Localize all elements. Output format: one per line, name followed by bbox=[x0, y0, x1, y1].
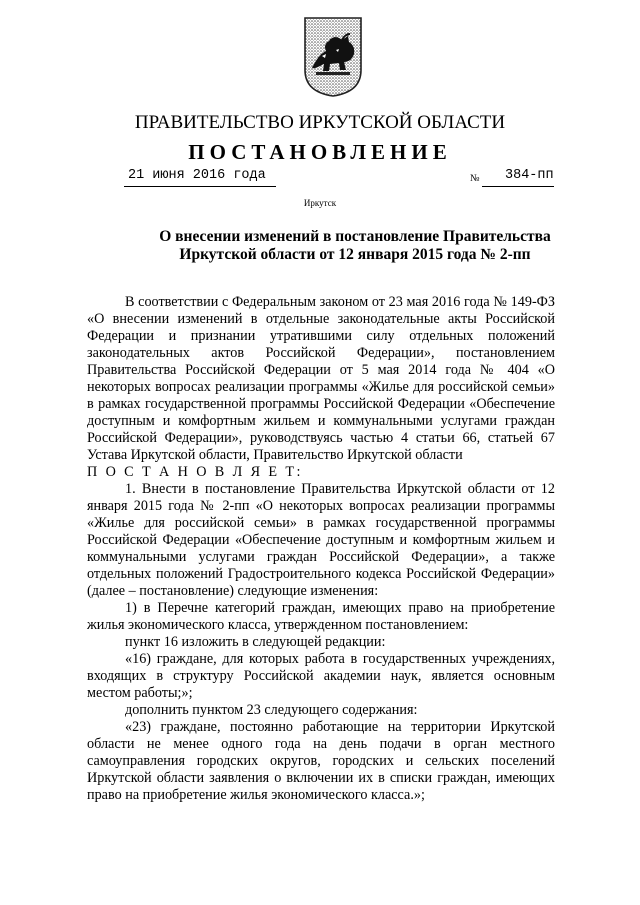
number-underline bbox=[482, 186, 554, 187]
point-23-instruction: дополнить пунктом 23 следующего содержания: bbox=[125, 702, 418, 718]
organization-name: ПРАВИТЕЛЬСТВО ИРКУТСКОЙ ОБЛАСТИ bbox=[134, 112, 506, 133]
point-23-quote: «23) граждане, постоянно работающие на территории Иркутской области не менее одного года на день подачи в орган местного самоуправления городских округов, городских и сельских поселений Иркутской области заявления о включении их в списки граждан, имеющих право на приобретение жилья экономического класса.»; bbox=[87, 719, 555, 803]
document-title bbox=[150, 228, 560, 264]
number-label: № bbox=[470, 173, 480, 184]
item-1-paragraph: 1. Внести в постановление Правительства Иркутской области от 12 января 2015 года № 2-пп «О некоторых вопросах реализации программы «Жилье для российской семьи» в рамках государственной программы Российской Федерации «Обеспечение доступным и комфортным жильем и коммунальными услугами граждан Российской Федерации», а также отдельных положений Градостроительного кодекса Российской Федерации» (далее – постановление) следующие изменения: bbox=[87, 481, 555, 599]
date-underline bbox=[124, 186, 276, 187]
point-16-instruction: пункт 16 изложить в следующей редакции: bbox=[125, 634, 386, 650]
decrees-heading: П О С Т А Н О В Л Я Е Т: bbox=[87, 464, 303, 480]
document-type: ПОСТАНОВЛЕНИЕ bbox=[188, 140, 452, 164]
point-16-quote: «16) граждане, для которых работа в государственных учреждениях, входящих в структуру Российской академии наук, является основным местом работы;»; bbox=[87, 651, 555, 701]
document-date: 21 июня 2016 года bbox=[128, 168, 266, 183]
preamble-paragraph: В соответствии с Федеральным законом от 23 мая 2016 года № 149-ФЗ «О внесении изменений в отдельные законодательные акты Российской Федерации и признании утратившими силу отдельных положений законодательных актов Российской Федерации», постановлением Правительства Российской Федерации от 5 мая 2014 года № 404 «О некоторых вопросах реализации программы «Жилье для российской семьи» в рамках государственной программы Российской Федерации «Обеспечение доступным и комфортным жильем и коммунальными услугами граждан Российской Федерации», руководствуясь частью 4 статьи 66, статьей 67 Устава Иркутской области, Правительство Иркутской области bbox=[87, 294, 555, 463]
document-body bbox=[87, 294, 555, 804]
document-number: 384-пп bbox=[505, 168, 554, 183]
city-name: Иркутск bbox=[303, 198, 337, 208]
coat-of-arms-emblem bbox=[302, 14, 364, 98]
subitem-1-paragraph: 1) в Перечне категорий граждан, имеющих право на приобретение жилья экономического класса, утвержденном постановлением: bbox=[87, 600, 555, 633]
title-line-1: О внесении изменений в постановление Правительства bbox=[159, 228, 551, 245]
title-line-2: Иркутской области от 12 января 2015 года № 2-пп bbox=[179, 246, 531, 263]
